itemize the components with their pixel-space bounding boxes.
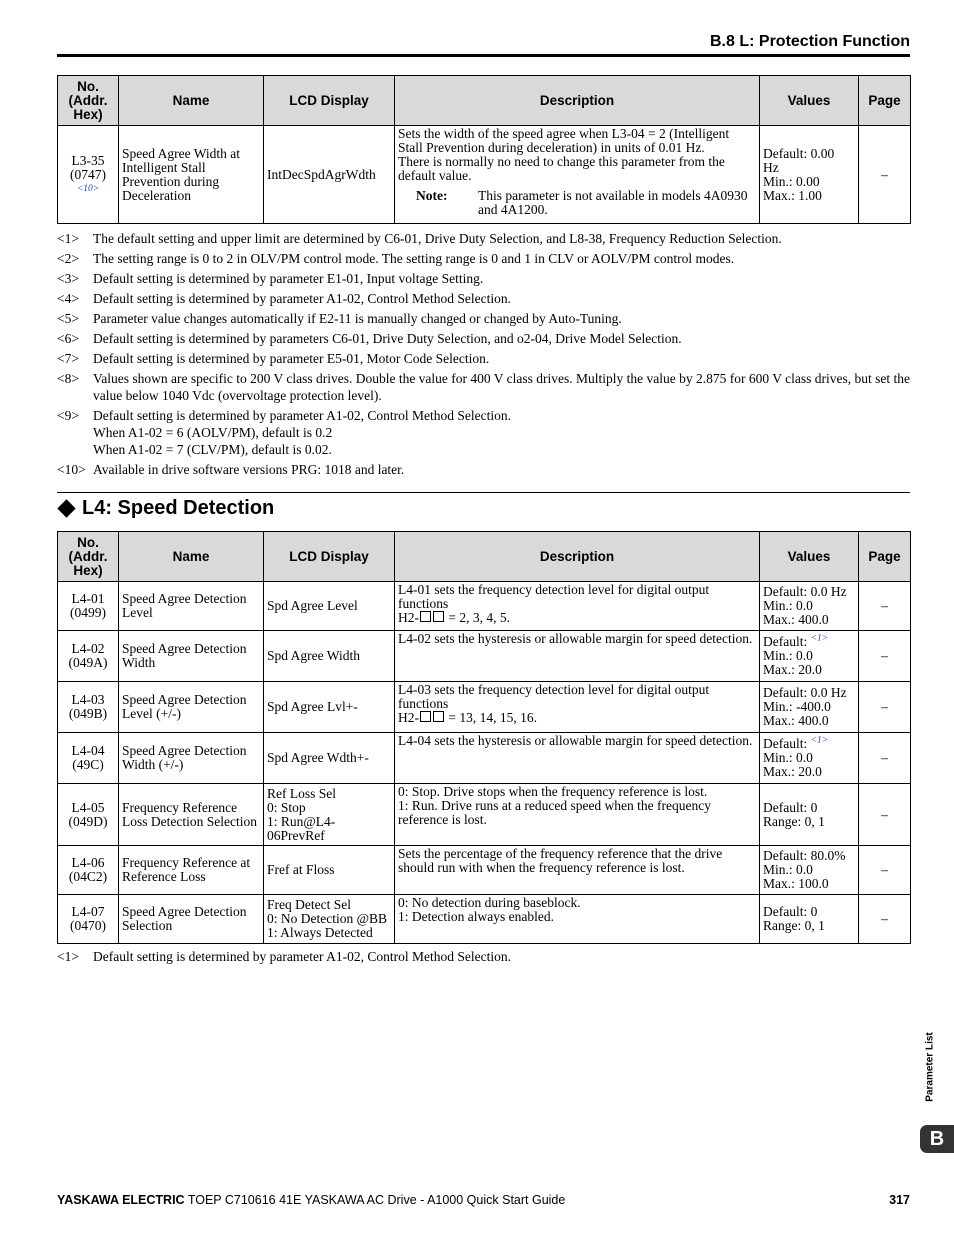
side-tab-label: Parameter List xyxy=(924,1032,936,1102)
lcd-line: 1: Run@L4-06PrevRef xyxy=(267,813,336,843)
value-text: Max.: 100.0 xyxy=(763,876,829,891)
description-line: 1: Detection always enabled. xyxy=(398,909,554,924)
param-name: Speed Agree Detection Selection xyxy=(119,895,264,944)
param-values xyxy=(760,682,859,733)
footnote-text xyxy=(93,330,910,347)
footnote-line: The default setting and upper limit are determined by C6-01, Drive Duty Selection, and L8-38, Frequency Reduction Selection. xyxy=(93,231,782,246)
header-no: No. (Addr. Hex) xyxy=(58,532,119,582)
value-text: Max.: 400.0 xyxy=(763,713,829,728)
value-text: Max.: 400.0 xyxy=(763,612,829,627)
h2-prefix: H2- xyxy=(398,710,419,725)
param-description xyxy=(395,846,760,895)
section-header: B.8 L: Protection Function xyxy=(710,33,910,50)
param-values xyxy=(760,631,859,682)
param-description xyxy=(395,733,760,784)
table-row xyxy=(58,895,911,944)
description-line: L4-01 sets the frequency detection level for digital output functions xyxy=(398,582,710,611)
footnote-item xyxy=(57,270,910,287)
param-page: – xyxy=(859,631,911,682)
lcd-display xyxy=(264,682,395,733)
description-line: Sets the percentage of the frequency reference that the drive should run with when the frequency reference is lost. xyxy=(398,846,723,875)
header-description: Description xyxy=(395,76,760,126)
lcd-display xyxy=(264,784,395,846)
description-text-2: There is normally no need to change this parameter from the default value. xyxy=(398,154,725,183)
value-line xyxy=(763,635,855,649)
footnote-item xyxy=(57,330,910,347)
note-text: This parameter is not available in models 4A0930 and 4A1200. xyxy=(478,188,748,217)
lcd-display xyxy=(264,631,395,682)
param-address: (049A) xyxy=(68,655,108,670)
param-page: – xyxy=(859,733,911,784)
param-number: L3-35 xyxy=(71,152,105,168)
table-row xyxy=(58,126,911,224)
lcd-display: IntDecSpdAgrWdth xyxy=(264,126,395,224)
param-page: – xyxy=(859,582,911,631)
footnote-line: Available in drive software versions PRG: 1018 and later. xyxy=(93,462,405,477)
note-label: Note: xyxy=(416,188,448,203)
param-number: L4-05 xyxy=(71,799,105,815)
lcd-line: Spd Agree Level xyxy=(267,598,358,613)
table-row xyxy=(58,582,911,631)
header-no: No. (Addr. Hex) xyxy=(58,76,119,126)
lcd-line: Spd Agree Wdth+- xyxy=(267,750,369,765)
param-number-cell xyxy=(58,682,119,733)
value-text: Range: 0, 1 xyxy=(763,918,825,933)
value-line xyxy=(763,599,855,613)
value-text: Default: 0.0 Hz xyxy=(763,584,847,599)
lcd-line: 0: No Detection @BB xyxy=(267,911,388,926)
footer-brand: YASKAWA ELECTRIC xyxy=(57,1193,185,1207)
footnote-line: When A1-02 = 7 (CLV/PM), default is 0.02. xyxy=(93,442,332,457)
header-name: Name xyxy=(119,76,264,126)
table-row xyxy=(58,733,911,784)
param-description xyxy=(395,582,760,631)
footnote-text xyxy=(93,230,910,247)
footnote-item xyxy=(57,230,910,247)
footnote-line: Default setting is determined by parameter E1-01, Input voltage Setting. xyxy=(93,271,484,286)
param-name: Frequency Reference Loss Detection Selection xyxy=(119,784,264,846)
l4-parameter-table xyxy=(57,531,911,944)
value-line xyxy=(763,714,855,728)
footnote-text xyxy=(93,370,910,404)
param-number-cell xyxy=(58,582,119,631)
param-address: (049D) xyxy=(68,813,108,829)
lcd-display xyxy=(264,733,395,784)
footnote-item xyxy=(57,461,910,478)
footnotes-l4 xyxy=(57,948,910,968)
description-line: 0: Stop. Drive stops when the frequency reference is lost. xyxy=(398,784,708,799)
table-row xyxy=(58,784,911,846)
value-line xyxy=(763,649,855,663)
value-line xyxy=(763,765,855,779)
footnote-text xyxy=(93,270,910,287)
footnote-tag: <4> xyxy=(57,291,79,306)
value-line xyxy=(763,613,855,627)
h2-setting-line xyxy=(398,711,756,725)
lcd-display xyxy=(264,846,395,895)
header-lcd: LCD Display xyxy=(264,76,395,126)
lcd-line: Ref Loss Sel xyxy=(267,785,336,801)
value-text: Min.: 0.0 xyxy=(763,648,813,663)
footnote-item xyxy=(57,407,910,458)
param-name: Speed Agree Width at Intelligent Stall Prevention during Deceleration xyxy=(119,126,264,224)
footnote-text xyxy=(93,250,910,267)
lcd-line: 0: Stop xyxy=(267,799,306,815)
value-line xyxy=(763,815,855,829)
footnote-text xyxy=(93,290,910,307)
note xyxy=(398,189,756,217)
header-description: Description xyxy=(395,532,760,582)
param-values xyxy=(760,846,859,895)
footnote-item xyxy=(57,290,910,307)
lcd-line: Freq Detect Sel xyxy=(267,897,351,912)
value-line xyxy=(763,801,855,815)
header-rule xyxy=(57,54,910,57)
h2-suffix: = 13, 14, 15, 16. xyxy=(445,710,537,725)
header-page: Page xyxy=(859,76,911,126)
table-header-row xyxy=(58,76,911,126)
footnote-line: Parameter value changes automatically if E2-11 is manually changed or changed by Auto-Tuning. xyxy=(93,311,622,326)
footnote-text xyxy=(93,948,910,965)
footnote-item xyxy=(57,370,910,404)
param-description xyxy=(395,126,760,224)
param-address: (0747) xyxy=(70,166,106,182)
param-name: Speed Agree Detection Level (+/-) xyxy=(119,682,264,733)
footnote-line: Values shown are specific to 200 V class drives. Double the value for 400 V class drives. Multiply the value by 2.875 for 600 V class drives, but set the value below 1040 Vdc (overvoltage protection level). xyxy=(93,371,910,403)
value-line: Max.: 1.00 xyxy=(763,187,822,203)
footnote-line: Default setting is determined by parameter A1-02, Control Method Selection. xyxy=(93,291,512,306)
value-text: Default: 0 xyxy=(763,799,818,815)
footnote-item xyxy=(57,250,910,267)
footnote-text xyxy=(93,461,910,478)
footnote-tag: <1> xyxy=(57,949,79,964)
section-title xyxy=(57,497,274,520)
param-page: – xyxy=(859,126,911,224)
footnote-tag: <10> xyxy=(57,462,86,477)
param-values xyxy=(760,895,859,944)
value-line xyxy=(763,919,855,933)
footnote-tag: <6> xyxy=(57,331,79,346)
value-text: Max.: 20.0 xyxy=(763,662,822,677)
param-name: Speed Agree Detection Width (+/-) xyxy=(119,733,264,784)
placeholder-box-icon xyxy=(433,611,444,622)
footnote-tag: <9> xyxy=(57,408,79,423)
param-description xyxy=(395,631,760,682)
footnote-tag: <3> xyxy=(57,271,79,286)
footnote-line: Default setting is determined by parameters C6-01, Drive Duty Selection, and o2-04, Drive Model Selection. xyxy=(93,331,682,346)
value-text: Default: 0.0 Hz xyxy=(763,685,847,700)
footnote-line: Default setting is determined by parameter A1-02, Control Method Selection. xyxy=(93,949,512,964)
value-text: Default: xyxy=(763,634,808,649)
diamond-bullet-icon xyxy=(57,499,75,517)
lcd-line: 1: Always Detected xyxy=(267,925,373,940)
footnote-line: When A1-02 = 6 (AOLV/PM), default is 0.2 xyxy=(93,425,333,440)
description-line: 0: No detection during baseblock. xyxy=(398,895,581,910)
param-number: L4-07 xyxy=(71,904,105,919)
footnote-text xyxy=(93,310,910,327)
param-number: L4-02 xyxy=(71,641,105,656)
param-address: (04C2) xyxy=(68,869,108,884)
footnotes-l3 xyxy=(57,230,910,481)
param-name: Speed Agree Detection Level xyxy=(119,582,264,631)
description-line: 1: Run. Drive runs at a reduced speed when the frequency reference is lost. xyxy=(398,798,712,827)
param-page: – xyxy=(859,846,911,895)
footnote-line: Default setting is determined by parameter A1-02, Control Method Selection. xyxy=(93,408,512,423)
value-text: Default: 80.0% xyxy=(763,848,846,863)
param-page: – xyxy=(859,895,911,944)
table-row xyxy=(58,631,911,682)
param-values xyxy=(760,126,859,224)
footnote-tag: <7> xyxy=(57,351,79,366)
description-line: L4-02 sets the hysteresis or allowable margin for speed detection. xyxy=(398,631,753,646)
param-address: (0499) xyxy=(70,605,106,620)
lcd-line: Fref at Floss xyxy=(267,862,335,877)
param-description xyxy=(395,682,760,733)
param-number: L4-01 xyxy=(71,591,105,606)
param-description xyxy=(395,895,760,944)
value-text: Default: xyxy=(763,736,808,751)
param-number: L4-06 xyxy=(71,855,105,870)
param-number-cell xyxy=(58,846,119,895)
value-text: Range: 0, 1 xyxy=(763,813,825,829)
footnote-item xyxy=(57,948,910,965)
value-line xyxy=(763,751,855,765)
table-header-row xyxy=(58,532,911,582)
footnote-item xyxy=(57,310,910,327)
lcd-display xyxy=(264,895,395,944)
value-text: Min.: 0.0 xyxy=(763,598,813,613)
param-number-cell xyxy=(58,895,119,944)
description-text: Sets the width of the speed agree when L3-04 = 2 (Intelligent Stall Prevention during deceleration) in units of 0.01 Hz. xyxy=(398,126,730,155)
value-line xyxy=(763,737,855,751)
footnote-tag: <5> xyxy=(57,311,79,326)
footer-document xyxy=(57,1193,565,1207)
h2-suffix: = 2, 3, 4, 5. xyxy=(445,610,510,625)
value-text: Min.: -400.0 xyxy=(763,699,831,714)
param-values xyxy=(760,784,859,846)
footnote-line: Default setting is determined by parameter E5-01, Motor Code Selection. xyxy=(93,351,490,366)
lcd-display xyxy=(264,582,395,631)
value-text: Default: 0 xyxy=(763,904,818,919)
page-number: 317 xyxy=(889,1193,910,1207)
lcd-line: Spd Agree Width xyxy=(267,648,360,663)
header-page: Page xyxy=(859,532,911,582)
param-name: Frequency Reference at Reference Loss xyxy=(119,846,264,895)
footnote-line: The setting range is 0 to 2 in OLV/PM control mode. The setting range is 0 and 1 in CLV or AOLV/PM control modes. xyxy=(93,251,735,266)
param-address: (049B) xyxy=(68,706,108,721)
value-line: Min.: 0.00 xyxy=(763,173,820,189)
table-row xyxy=(58,846,911,895)
footnote-tag: <2> xyxy=(57,251,79,266)
value-line xyxy=(763,663,855,677)
param-number-cell xyxy=(58,631,119,682)
value-line xyxy=(763,849,855,863)
param-values xyxy=(760,733,859,784)
footnote-text xyxy=(93,350,910,367)
value-line xyxy=(763,863,855,877)
placeholder-box-icon xyxy=(420,611,431,622)
footnote-ref[interactable]: <1> xyxy=(810,735,829,746)
param-description xyxy=(395,784,760,846)
value-line xyxy=(763,686,855,700)
footnote-tag: <1> xyxy=(57,231,79,246)
placeholder-box-icon xyxy=(433,711,444,722)
param-number: L4-04 xyxy=(71,743,105,758)
l3-parameter-table xyxy=(57,75,911,224)
footnote-tag: <8> xyxy=(57,371,79,386)
table-row xyxy=(58,682,911,733)
lcd-line: Spd Agree Lvl+- xyxy=(267,699,358,714)
value-text: Min.: 0.0 xyxy=(763,862,813,877)
param-page: – xyxy=(859,682,911,733)
param-address: (49C) xyxy=(72,757,104,772)
param-number-cell xyxy=(58,126,119,224)
param-number: L4-03 xyxy=(71,692,105,707)
section-title-text: L4: Speed Detection xyxy=(82,497,275,519)
param-values xyxy=(760,582,859,631)
value-line xyxy=(763,905,855,919)
value-line xyxy=(763,877,855,891)
header-values: Values xyxy=(760,76,859,126)
footer-doc-title: TOEP C710616 41E YASKAWA AC Drive - A1000 Quick Start Guide xyxy=(184,1193,566,1207)
param-number-cell xyxy=(58,733,119,784)
footnote-item xyxy=(57,350,910,367)
footnote-ref[interactable]: <1> xyxy=(810,633,829,644)
footnote-text xyxy=(93,407,910,458)
value-line: Hz xyxy=(763,159,779,175)
value-line xyxy=(763,700,855,714)
description-line: L4-04 sets the hysteresis or allowable margin for speed detection. xyxy=(398,733,753,748)
header-values: Values xyxy=(760,532,859,582)
param-page: – xyxy=(859,784,911,846)
value-text: Max.: 20.0 xyxy=(763,764,822,779)
header-lcd: LCD Display xyxy=(264,532,395,582)
param-number-cell xyxy=(58,784,119,846)
param-name: Speed Agree Detection Width xyxy=(119,631,264,682)
param-address: (0470) xyxy=(70,918,106,933)
value-line xyxy=(763,585,855,599)
value-line: Default: 0.00 xyxy=(763,145,835,161)
h2-prefix: H2- xyxy=(398,610,419,625)
header-name: Name xyxy=(119,532,264,582)
description-line: L4-03 sets the frequency detection level for digital output functions xyxy=(398,682,710,711)
placeholder-box-icon xyxy=(420,711,431,722)
appendix-tab[interactable]: B xyxy=(920,1125,954,1153)
footnote-ref[interactable]: <10> xyxy=(76,183,100,194)
value-text: Min.: 0.0 xyxy=(763,750,813,765)
h2-setting-line xyxy=(398,611,756,625)
section-divider xyxy=(57,492,910,493)
